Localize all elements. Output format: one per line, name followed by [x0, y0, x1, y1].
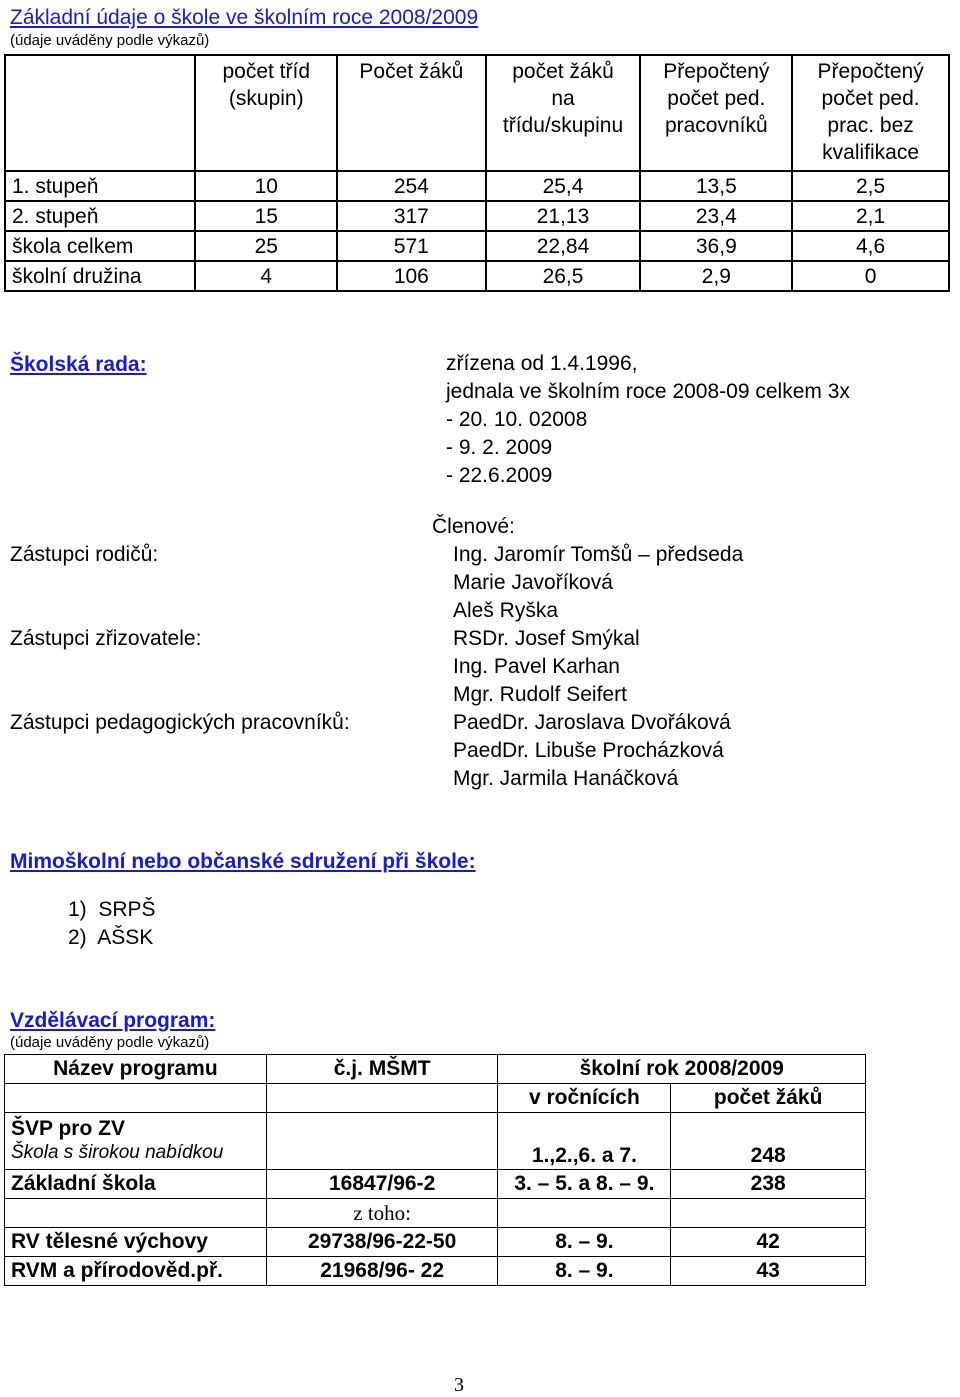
cell: 2,5: [792, 171, 949, 201]
cell: 22,84: [486, 231, 641, 261]
header-grades: v ročnících: [498, 1084, 671, 1113]
table-header-row: [5, 1084, 866, 1113]
cell: 10: [195, 171, 337, 201]
header-text: počet žáků na třídu/skupinu: [502, 60, 624, 137]
program-note: (údaje uváděny podle výkazů): [10, 1034, 210, 1051]
table-row: [5, 1257, 866, 1286]
cell: 25: [195, 231, 337, 261]
cell: 13,5: [640, 171, 792, 201]
program-table: [4, 1054, 866, 1286]
cell: 36,9: [640, 231, 792, 261]
group-label-teachers: Zástupci pedagogických pracovníků:: [10, 711, 350, 734]
table-header-row: [5, 1055, 866, 1084]
table-row: [5, 201, 949, 231]
cell-cj: 21968/96- 22: [266, 1257, 498, 1286]
list-item: [68, 896, 156, 924]
cell-pupils: 248: [671, 1113, 866, 1170]
header-name: Název programu: [5, 1055, 267, 1084]
row-label: 2. stupeň: [5, 201, 195, 231]
header-cell: [640, 55, 792, 171]
cell: 4,6: [792, 231, 949, 261]
members-list: [453, 541, 743, 793]
page-number: 3: [454, 1374, 464, 1396]
program-name: RVM a přírodověd.př.: [5, 1257, 267, 1286]
member-item: Ing. Pavel Karhan: [453, 655, 620, 678]
member-item: RSDr. Josef Smýkal: [453, 627, 640, 650]
member-item: PaedDr. Libuše Procházková: [453, 739, 724, 762]
cell-pupils: 238: [671, 1170, 866, 1199]
cell: 2,1: [792, 201, 949, 231]
header-text: Přepočtený počet ped. pracovníků: [663, 60, 770, 137]
program-name: RV tělesné výchovy: [5, 1228, 267, 1257]
of-which-label: z toho:: [266, 1199, 498, 1228]
header-cell: [195, 55, 337, 171]
header-cell: [337, 55, 486, 171]
row-label: škola celkem: [5, 231, 195, 261]
board-info-line: - 22.6.2009: [446, 464, 553, 487]
header-cell: [486, 55, 641, 171]
cell-empty: [671, 1199, 866, 1228]
cell-empty: [266, 1084, 498, 1113]
cell-empty: [5, 1084, 267, 1113]
cell-pupils: 42: [671, 1228, 866, 1257]
list-number: 1): [68, 898, 87, 921]
header-text: Přepočtený počet ped. prac. bez kvalifikace: [817, 60, 924, 164]
header-pupils: počet žáků: [671, 1084, 866, 1113]
cell-empty: [5, 1199, 267, 1228]
member-item: Ing. Jaromír Tomšů – předseda: [453, 543, 744, 566]
member-item: Mgr. Jarmila Hanáčková: [453, 767, 679, 790]
cell-grades: 1.,2.,6. a 7.: [498, 1113, 671, 1170]
board-info-line: - 9. 2. 2009: [446, 436, 553, 459]
group-label-parents: Zástupci rodičů:: [10, 543, 159, 566]
member-item: Marie Javoříková: [453, 571, 613, 594]
member-item: Aleš Ryška: [453, 599, 559, 622]
table-row: [5, 171, 949, 201]
header-text: Počet žáků: [359, 60, 464, 83]
basic-data-table: [4, 54, 950, 292]
cell-empty: [498, 1199, 671, 1228]
section-title-program: Vzdělávací program:: [10, 1009, 216, 1032]
members-label: Členové:: [432, 515, 515, 538]
cell-cj: [266, 1113, 498, 1170]
table-row: [5, 261, 949, 291]
section-note: (údaje uváděny podle výkazů): [10, 32, 210, 49]
cell: 106: [337, 261, 486, 291]
header-text: počet tříd (skupin): [222, 60, 311, 110]
program-name: ŠVP pro ZV: [11, 1117, 125, 1140]
member-item: Mgr. Rudolf Seifert: [453, 683, 627, 706]
cell-grades: 8. – 9.: [498, 1228, 671, 1257]
cell-pupils: 43: [671, 1257, 866, 1286]
cell-cj: 16847/96-2: [266, 1170, 498, 1199]
list-number: 2): [68, 926, 87, 949]
section-title-associations: Mimoškolní nebo občanské sdružení při škole:: [10, 850, 476, 873]
cell-grades: 3. – 5. a 8. – 9.: [498, 1170, 671, 1199]
table-row: [5, 1199, 866, 1228]
board-info-line: - 20. 10. 02008: [446, 408, 588, 431]
cell-cj: 29738/96-22-50: [266, 1228, 498, 1257]
list-item: [68, 924, 156, 952]
cell: 21,13: [486, 201, 641, 231]
section-title-basic-data: Základní údaje o škole ve školním roce 2008/2009: [10, 6, 479, 29]
table-row: [5, 1113, 866, 1170]
group-label-founder: Zástupci zřizovatele:: [10, 627, 202, 650]
table-header-row: [5, 55, 949, 171]
member-item: PaedDr. Jaroslava Dvořáková: [453, 711, 731, 734]
board-info: [446, 350, 850, 490]
program-subname: Škola s širokou nabídkou: [11, 1142, 224, 1163]
cell: 25,4: [486, 171, 641, 201]
cell: 317: [337, 201, 486, 231]
cell: 2,9: [640, 261, 792, 291]
board-info-line: zřízena od 1.4.1996,: [446, 352, 638, 375]
table-row: [5, 1170, 866, 1199]
cell: 4: [195, 261, 337, 291]
cell: 23,4: [640, 201, 792, 231]
list-text: AŠSK: [97, 926, 154, 949]
cell: 571: [337, 231, 486, 261]
row-label: školní družina: [5, 261, 195, 291]
table-row: [5, 1228, 866, 1257]
program-name: Základní škola: [5, 1170, 267, 1199]
row-label: 1. stupeň: [5, 171, 195, 201]
board-info-line: jednala ve školním roce 2008-09 celkem 3x: [446, 380, 850, 403]
section-title-school-board: Školská rada:: [10, 353, 147, 376]
header-year: školní rok 2008/2009: [498, 1055, 866, 1084]
cell: 254: [337, 171, 486, 201]
list-text: SRPŠ: [98, 898, 156, 921]
cell: 0: [792, 261, 949, 291]
cell: 26,5: [486, 261, 641, 291]
header-cj: č.j. MŠMT: [266, 1055, 498, 1084]
program-name-cell: [5, 1113, 267, 1170]
association-list: [68, 896, 156, 952]
header-cell-empty: [5, 55, 195, 171]
header-cell: [792, 55, 949, 171]
cell: 15: [195, 201, 337, 231]
cell-grades: 8. – 9.: [498, 1257, 671, 1286]
table-row: [5, 231, 949, 261]
